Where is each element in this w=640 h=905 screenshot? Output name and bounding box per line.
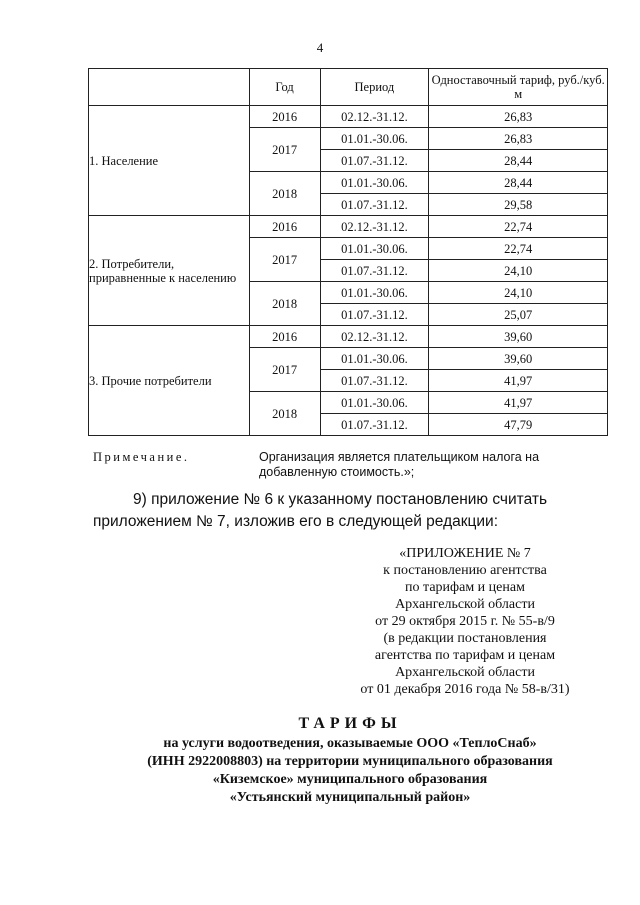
table-row	[89, 216, 608, 238]
rate-cell: 41,97	[429, 392, 608, 414]
title-line: «Киземское» муниципального образования	[212, 772, 488, 787]
appendix-line: по тарифам и ценам	[405, 580, 525, 595]
period-cell: 01.01.-30.06.	[320, 172, 429, 194]
period-cell: 01.01.-30.06.	[320, 128, 429, 150]
tariff-table-body	[89, 106, 608, 436]
year-cell: 2016	[249, 326, 320, 348]
period-cell: 01.01.-30.06.	[320, 348, 429, 370]
year-cell: 2017	[249, 128, 320, 172]
table-header-row	[89, 69, 608, 106]
rate-cell: 47,79	[429, 414, 608, 436]
note-text: Организация является плательщиком налога на добавленную стоимость.»;	[259, 450, 540, 479]
period-cell: 01.01.-30.06.	[320, 392, 429, 414]
appendix-line: от 01 декабря 2016 года № 58-в/31)	[360, 682, 570, 697]
year-cell: 2018	[249, 172, 320, 216]
appendix-line: к постановлению агентства	[383, 563, 547, 578]
header-category	[89, 69, 250, 106]
rate-cell: 39,60	[429, 326, 608, 348]
year-cell: 2018	[249, 282, 320, 326]
rate-cell: 24,10	[429, 282, 608, 304]
year-cell: 2017	[249, 348, 320, 392]
year-cell: 2016	[249, 106, 320, 128]
rate-cell: 22,74	[429, 238, 608, 260]
header-period: Период	[320, 69, 429, 106]
rate-cell: 24,10	[429, 260, 608, 282]
year-cell: 2018	[249, 392, 320, 436]
appendix-line: агентства по тарифам и ценам	[374, 648, 556, 663]
header-year: Год	[249, 69, 320, 106]
category-cell: 3. Прочие потребители	[89, 326, 250, 436]
rate-cell: 25,07	[429, 304, 608, 326]
document-title: ТАРИФЫ	[298, 715, 402, 732]
appendix-line: «ПРИЛОЖЕНИЕ № 7	[399, 546, 531, 561]
rate-cell: 22,74	[429, 216, 608, 238]
appendix-line: (в редакции постановления	[383, 631, 547, 646]
rate-cell: 41,97	[429, 370, 608, 392]
rate-cell: 29,58	[429, 194, 608, 216]
note-label: Примечание.	[93, 450, 190, 464]
year-cell: 2016	[249, 216, 320, 238]
page-number: 4	[316, 40, 324, 55]
period-cell: 01.07.-31.12.	[320, 260, 429, 282]
year-cell: 2017	[249, 238, 320, 282]
rate-cell: 28,44	[429, 172, 608, 194]
period-cell: 01.07.-31.12.	[320, 150, 429, 172]
title-line: «Устьянский муниципальный район»	[229, 790, 471, 805]
title-line: на услуги водоотведения, оказываемые ООО «ТеплоСнаб»	[163, 736, 537, 751]
period-cell: 01.07.-31.12.	[320, 304, 429, 326]
rate-cell: 26,83	[429, 128, 608, 150]
category-cell: 1. Население	[89, 106, 250, 216]
rate-cell: 26,83	[429, 106, 608, 128]
period-cell: 02.12.-31.12.	[320, 106, 429, 128]
title-line: (ИНН 2922008803) на территории муниципального образования	[147, 754, 553, 769]
rate-cell: 28,44	[429, 150, 608, 172]
appendix-header	[340, 545, 590, 698]
table-row	[89, 106, 608, 128]
rate-cell: 39,60	[429, 348, 608, 370]
period-cell: 02.12.-31.12.	[320, 216, 429, 238]
period-cell: 01.01.-30.06.	[320, 238, 429, 260]
period-cell: 01.01.-30.06.	[320, 282, 429, 304]
category-cell: 2. Потребители, приравненные к населению	[89, 216, 250, 326]
appendix-line: Архангельской области	[395, 597, 535, 612]
appendix-line: от 29 октября 2015 г. № 55-в/9	[375, 614, 555, 629]
appendix-line: Архангельской области	[395, 665, 535, 680]
amendment-paragraph: 9) приложение № 6 к указанному постановлению считать приложением № 7, изложив его в следующей редакции:	[93, 491, 548, 530]
tariffs-title-block	[95, 715, 605, 807]
header-rate: Одноставочный тариф, руб./куб. м	[429, 69, 608, 106]
period-cell: 01.07.-31.12.	[320, 370, 429, 392]
table-row	[89, 326, 608, 348]
period-cell: 02.12.-31.12.	[320, 326, 429, 348]
tariff-table	[88, 68, 608, 436]
period-cell: 01.07.-31.12.	[320, 194, 429, 216]
period-cell: 01.07.-31.12.	[320, 414, 429, 436]
